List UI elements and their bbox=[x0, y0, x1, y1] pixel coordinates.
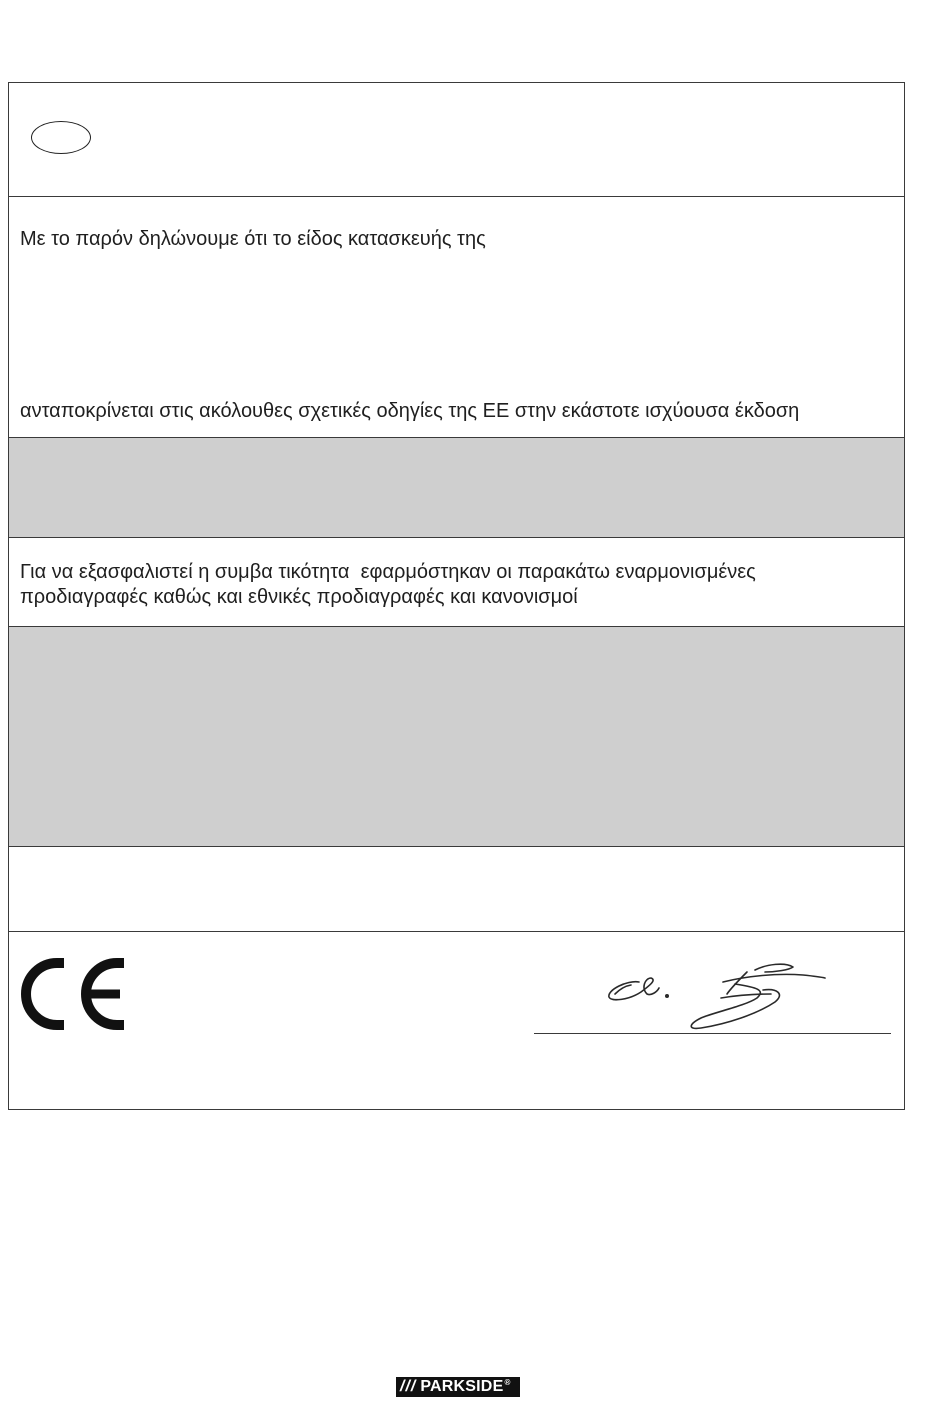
logo-slashes: /// bbox=[400, 1378, 417, 1395]
declaration-row bbox=[8, 196, 905, 437]
signature-stroke bbox=[691, 984, 779, 1028]
header-row bbox=[8, 82, 905, 196]
signature-stroke bbox=[721, 994, 771, 998]
standards-row bbox=[8, 537, 905, 626]
parkside-logo bbox=[396, 1377, 520, 1397]
signature-stroke bbox=[727, 972, 747, 994]
declaration-intro-text: Με το παρόν δηλώνουμε ότι το είδος κατασκευής της bbox=[20, 228, 486, 250]
ce-letter-c bbox=[26, 963, 64, 1025]
signature-dot bbox=[665, 994, 669, 998]
directives-field bbox=[8, 437, 905, 537]
signature-stroke bbox=[755, 964, 793, 972]
signature bbox=[599, 958, 827, 1034]
blank-row bbox=[8, 846, 905, 931]
standards-text-line2: προδιαγραφές καθώς και εθνικές προδιαγραφές και κανονισμοί bbox=[20, 586, 578, 608]
ce-mark-icon bbox=[20, 957, 126, 1033]
logo-registered-mark: ® bbox=[504, 1378, 511, 1387]
language-oval-icon bbox=[31, 121, 91, 154]
signature-row bbox=[8, 931, 905, 1110]
standards-text-line1: Για να εξασφαλιστεί η συμβα τικότητα εφαρμόστηκαν οι παρακάτω εναρμονισμένες bbox=[20, 561, 756, 583]
signature-line bbox=[534, 1033, 891, 1034]
logo-name: PARKSIDE bbox=[420, 1378, 504, 1395]
directives-text: ανταποκρίνεται στις ακόλουθες σχετικές οδηγίες της ΕΕ στην εκάστοτε ισχύουσα έκδοση bbox=[20, 400, 800, 422]
standards-field bbox=[8, 626, 905, 846]
signature-stroke bbox=[609, 978, 659, 1000]
